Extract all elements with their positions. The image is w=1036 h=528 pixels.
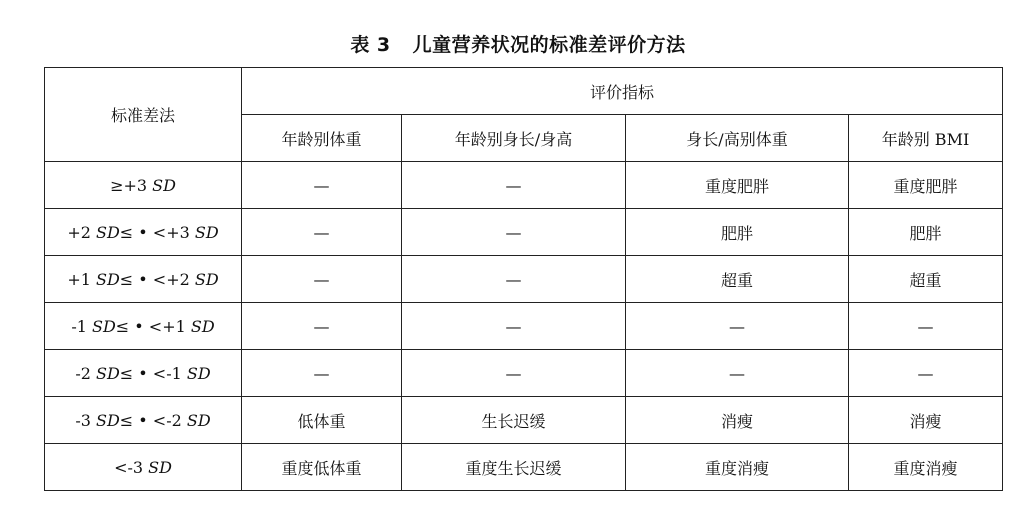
sd-range-cell: +2 SD≤ • <+3 SD (45, 209, 242, 256)
table-cell: — (242, 209, 402, 256)
header-row-1 (45, 68, 1003, 115)
table-cell: 重度消瘦 (626, 444, 849, 491)
sd-range-cell: -2 SD≤ • <-1 SD (45, 350, 242, 397)
table-cell: 超重 (849, 256, 1003, 303)
table-cell: — (402, 162, 626, 209)
table-cell: 低体重 (242, 397, 402, 444)
column-header: 年龄别体重 (242, 115, 402, 162)
column-header: 年龄别 BMI (849, 115, 1003, 162)
table-cell: — (402, 209, 626, 256)
column-header: 身长/高别体重 (626, 115, 849, 162)
sd-range-cell: <-3 SD (45, 444, 242, 491)
table-number: 表 3 (350, 34, 391, 56)
table-cell: — (849, 350, 1003, 397)
table-row (45, 303, 1003, 350)
table-cell: 肥胖 (626, 209, 849, 256)
table-cell: — (402, 350, 626, 397)
table-cell: 重度肥胖 (626, 162, 849, 209)
table-title: 儿童营养状况的标准差评价方法 (412, 34, 686, 56)
table-cell: — (242, 350, 402, 397)
method-header: 标准差法 (45, 68, 242, 162)
table-cell: 重度消瘦 (849, 444, 1003, 491)
table-row (45, 444, 1003, 491)
sd-range-cell: ≥+3 SD (45, 162, 242, 209)
table-cell: 重度肥胖 (849, 162, 1003, 209)
table-cell: 消瘦 (849, 397, 1003, 444)
table-cell: 生长迟缓 (402, 397, 626, 444)
table-cell: 肥胖 (849, 209, 1003, 256)
table-cell: — (402, 303, 626, 350)
table-row (45, 350, 1003, 397)
sd-range-cell: +1 SD≤ • <+2 SD (45, 256, 242, 303)
table-cell: 重度低体重 (242, 444, 402, 491)
table-cell: — (242, 256, 402, 303)
table-cell: — (626, 303, 849, 350)
table-cell: 超重 (626, 256, 849, 303)
table-row (45, 256, 1003, 303)
table-cell: 消瘦 (626, 397, 849, 444)
table-cell: — (626, 350, 849, 397)
table-row (45, 162, 1003, 209)
table-cell: — (402, 256, 626, 303)
table-row (45, 397, 1003, 444)
indicator-group-header: 评价指标 (242, 68, 1003, 115)
nutrition-evaluation-table (44, 67, 1003, 491)
table-cell: — (849, 303, 1003, 350)
table-caption (0, 30, 1036, 57)
table-cell: — (242, 303, 402, 350)
table-row (45, 209, 1003, 256)
sd-range-cell: -3 SD≤ • <-2 SD (45, 397, 242, 444)
sd-range-cell: -1 SD≤ • <+1 SD (45, 303, 242, 350)
table-cell: — (242, 162, 402, 209)
column-header: 年龄别身长/身高 (402, 115, 626, 162)
table-cell: 重度生长迟缓 (402, 444, 626, 491)
